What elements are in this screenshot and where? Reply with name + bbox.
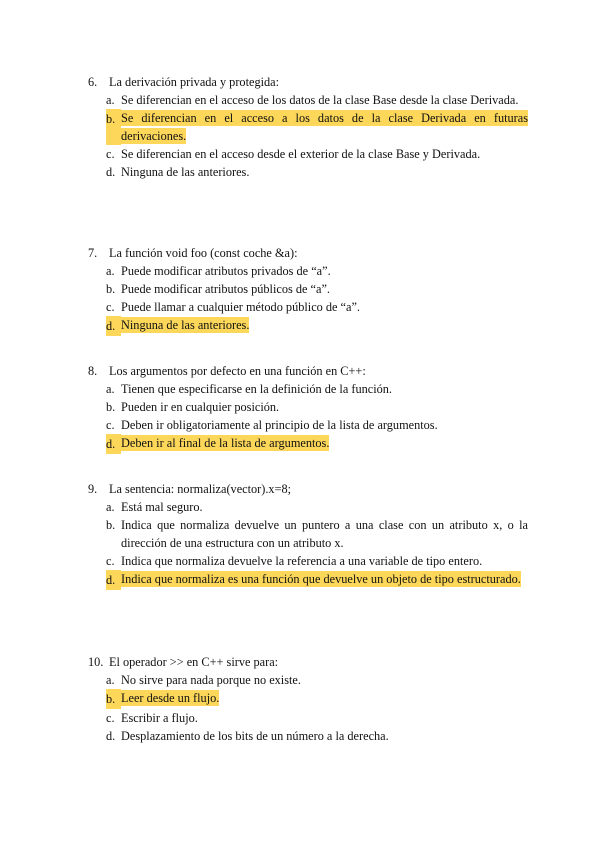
option-a: [106, 262, 528, 280]
option-letter: d.: [106, 165, 116, 179]
option-letter: a.: [106, 382, 115, 396]
option-text: No sirve para nada porque no existe.: [121, 673, 301, 687]
option-text: Puede llamar a cualquier método público de “a”.: [121, 300, 361, 314]
option-text: Puede modificar atributos privados de “a”.: [121, 264, 331, 278]
question-title: [88, 244, 528, 262]
option-b-correct: [106, 109, 528, 145]
question-8: [88, 362, 528, 454]
option-text: Indica que normaliza devuelve la referencia a una variable de tipo entero.: [121, 554, 483, 568]
option-letter: a.: [106, 673, 115, 687]
option-letter: b.: [106, 400, 116, 414]
option-a: [106, 380, 528, 398]
option-letter: c.: [106, 147, 115, 161]
option-a: [106, 91, 528, 109]
option-letter: c.: [106, 711, 115, 725]
option-letter: b.: [106, 689, 121, 709]
option-c: [106, 552, 528, 570]
option-b: [106, 398, 528, 416]
option-letter: b.: [106, 109, 121, 145]
option-a: [106, 498, 528, 516]
option-text-highlighted: Deben ir al final de la lista de argumentos.: [121, 436, 330, 450]
question-text: El operador >> en C++ sirve para:: [109, 655, 279, 669]
option-letter: d.: [106, 434, 121, 454]
option-text: Indica que normaliza devuelve un puntero a una clase con un atributo x, o la dirección de una estructura con un atributo x.: [121, 518, 528, 550]
option-letter: c.: [106, 418, 115, 432]
question-number: 6.: [88, 75, 98, 89]
question-7: [88, 244, 528, 336]
question-text: La sentencia: normaliza(vector).x=8;: [109, 482, 292, 496]
question-10: [88, 653, 528, 745]
option-letter: c.: [106, 554, 115, 568]
option-letter: d.: [106, 570, 121, 590]
option-text-highlighted: Indica que normaliza es una función que devuelve un objeto de tipo estructurado.: [121, 572, 521, 586]
option-d: [106, 163, 528, 181]
option-b: [106, 280, 528, 298]
question-number: 9.: [88, 482, 98, 496]
option-text: Escribir a flujo.: [121, 711, 198, 725]
option-c: [106, 709, 528, 727]
option-c: [106, 298, 528, 316]
option-letter: d.: [106, 729, 116, 743]
question-text: La derivación privada y protegida:: [109, 75, 280, 89]
question-6: [88, 73, 528, 181]
option-text: Está mal seguro.: [121, 500, 203, 514]
option-text: Ninguna de las anteriores.: [121, 165, 250, 179]
option-letter: c.: [106, 300, 115, 314]
option-text-highlighted: Ninguna de las anteriores.: [121, 318, 250, 332]
question-title: [88, 480, 528, 498]
option-text: Pueden ir en cualquier posición.: [121, 400, 280, 414]
question-number: 7.: [88, 246, 98, 260]
option-d: [106, 727, 528, 745]
option-text: Se diferencian en el acceso desde el exterior de la clase Base y Derivada.: [121, 147, 481, 161]
option-letter: a.: [106, 93, 115, 107]
option-a: [106, 671, 528, 689]
option-text: Puede modificar atributos públicos de “a”.: [121, 282, 330, 296]
option-letter: b.: [106, 518, 116, 532]
option-d-correct: [106, 434, 528, 454]
option-d-correct: [106, 316, 528, 336]
question-title: [88, 653, 528, 671]
question-text: La función void foo (const coche &a):: [109, 246, 298, 260]
option-b-correct: [106, 689, 528, 709]
question-title: [88, 73, 528, 91]
option-c: [106, 416, 528, 434]
option-letter: d.: [106, 316, 121, 336]
option-d-correct: [106, 570, 528, 590]
option-text-highlighted: Se diferencian en el acceso a los datos de la clase Derivada en futuras derivaciones.: [121, 111, 528, 143]
option-letter: b.: [106, 282, 116, 296]
option-c: [106, 145, 528, 163]
option-text: Desplazamiento de los bits de un número a la derecha.: [121, 729, 389, 743]
question-title: [88, 362, 528, 380]
option-text-highlighted: Leer desde un flujo.: [121, 691, 220, 705]
option-letter: a.: [106, 500, 115, 514]
question-text: Los argumentos por defecto en una función en C++:: [109, 364, 366, 378]
question-number: 8.: [88, 364, 98, 378]
option-text: Se diferencian en el acceso de los datos de la clase Base desde la clase Derivada.: [121, 93, 519, 107]
option-b: [106, 516, 528, 552]
question-9: [88, 480, 528, 590]
option-letter: a.: [106, 264, 115, 278]
question-number: 10.: [88, 655, 104, 669]
option-text: Tienen que especificarse en la definición de la función.: [121, 382, 392, 396]
option-text: Deben ir obligatoriamente al principio de la lista de argumentos.: [121, 418, 438, 432]
